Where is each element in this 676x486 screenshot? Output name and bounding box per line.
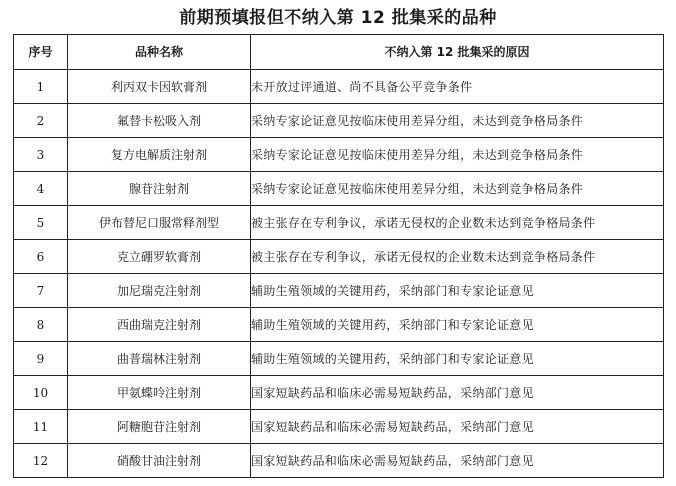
drug-name-cell: 阿糖胞苷注射剂	[68, 410, 251, 444]
drug-name-cell: 克立硼罗软膏剂	[68, 240, 251, 274]
serial-no-cell: 11	[14, 410, 68, 444]
serial-no-cell: 12	[14, 444, 68, 478]
serial-no-cell: 3	[14, 138, 68, 172]
reason-cell: 采纳专家论证意见按临床使用差异分组，未达到竞争格局条件	[251, 138, 664, 172]
drug-name-cell: 硝酸甘油注射剂	[68, 444, 251, 478]
serial-no-cell: 2	[14, 104, 68, 138]
serial-no-cell: 5	[14, 206, 68, 240]
drug-name-cell: 曲普瑞林注射剂	[68, 342, 251, 376]
table-row	[14, 240, 664, 274]
reason-cell: 辅助生殖领域的关键用药，采纳部门和专家论证意见	[251, 342, 664, 376]
drug-name-cell: 伊布替尼口服常释剂型	[68, 206, 251, 240]
drug-name-cell: 加尼瑞克注射剂	[68, 274, 251, 308]
header-drug-name: 品种名称	[68, 35, 251, 70]
serial-no-cell: 9	[14, 342, 68, 376]
reason-cell: 采纳专家论证意见按临床使用差异分组，未达到竞争格局条件	[251, 104, 664, 138]
table-row	[14, 376, 664, 410]
reason-cell: 辅助生殖领域的关键用药，采纳部门和专家论证意见	[251, 308, 664, 342]
header-exclusion-reason: 不纳入第 12 批集采的原因	[251, 35, 664, 70]
drug-name-cell: 腺苷注射剂	[68, 172, 251, 206]
table-row	[14, 104, 664, 138]
table-row	[14, 342, 664, 376]
serial-no-cell: 1	[14, 70, 68, 104]
table-row	[14, 444, 664, 478]
reason-cell: 未开放过评通道、尚不具备公平竞争条件	[251, 70, 664, 104]
drug-name-cell: 复方电解质注射剂	[68, 138, 251, 172]
drug-name-cell: 西曲瑞克注射剂	[68, 308, 251, 342]
drug-table	[13, 34, 664, 478]
serial-no-cell: 7	[14, 274, 68, 308]
reason-cell: 被主张存在专利争议，承诺无侵权的企业数未达到竞争格局条件	[251, 240, 664, 274]
reason-cell: 采纳专家论证意见按临床使用差异分组，未达到竞争格局条件	[251, 172, 664, 206]
reason-cell: 国家短缺药品和临床必需易短缺药品，采纳部门意见	[251, 376, 664, 410]
reason-cell: 被主张存在专利争议，承诺无侵权的企业数未达到竞争格局条件	[251, 206, 664, 240]
serial-no-cell: 10	[14, 376, 68, 410]
table-row	[14, 172, 664, 206]
table-row	[14, 410, 664, 444]
table-header-row	[14, 35, 664, 70]
table-row	[14, 70, 664, 104]
serial-no-cell: 6	[14, 240, 68, 274]
serial-no-cell: 8	[14, 308, 68, 342]
header-serial-no: 序号	[14, 35, 68, 70]
drug-name-cell: 氟替卡松吸入剂	[68, 104, 251, 138]
serial-no-cell: 4	[14, 172, 68, 206]
table-row	[14, 138, 664, 172]
reason-cell: 国家短缺药品和临床必需易短缺药品，采纳部门意见	[251, 410, 664, 444]
reason-cell: 辅助生殖领域的关键用药，采纳部门和专家论证意见	[251, 274, 664, 308]
page-title: 前期预填报但不纳入第 12 批集采的品种	[179, 8, 497, 28]
table-row	[14, 308, 664, 342]
drug-name-cell: 利丙双卡因软膏剂	[68, 70, 251, 104]
table-row	[14, 274, 664, 308]
reason-cell: 国家短缺药品和临床必需易短缺药品，采纳部门意见	[251, 444, 664, 478]
table-row	[14, 206, 664, 240]
drug-name-cell: 甲氨蝶呤注射剂	[68, 376, 251, 410]
